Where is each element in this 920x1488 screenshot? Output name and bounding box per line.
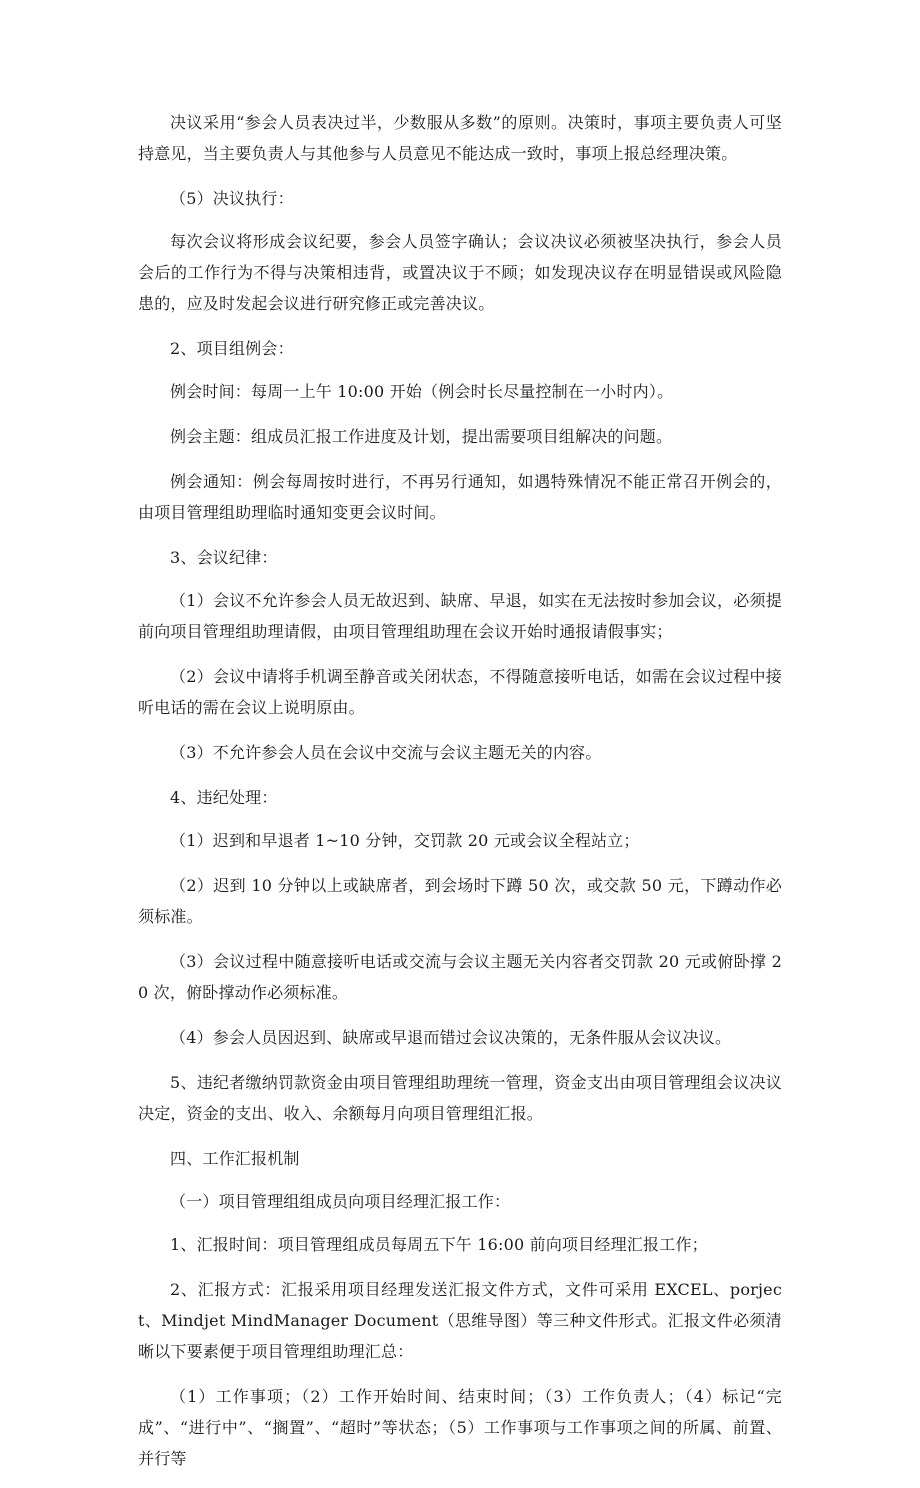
paragraph-fine-management: 5、违纪者缴纳罚款资金由项目管理组助理统一管理，资金支出由项目管理组会议决议决定，资金的支出、收入、余额每月向项目管理组汇报。 — [138, 1073, 782, 1123]
paragraph-discipline-2: （2）会议中请将手机调至静音或关闭状态，不得随意接听电话，如需在会议过程中接听电话的需在会议上说明原由。 — [138, 667, 782, 717]
paragraph-violation-1: （1）迟到和早退者 1~10 分钟，交罚款 20 元或会议全程站立； — [170, 831, 640, 850]
paragraph-report-method: 2、汇报方式：汇报采用项目经理发送汇报文件方式，文件可采用 EXCEL、porject、Mindjet MindManager Document（思维导图）等三种文件形式。汇报文件必须清晰以下要素便于项目管理组助理汇总： — [138, 1280, 782, 1361]
paragraph-discipline-3: （3）不允许参会人员在会议中交流与会议主题无关的内容。 — [170, 743, 602, 762]
heading-resolution-execution: （5）决议执行： — [170, 189, 294, 208]
paragraph-meeting-minutes: 每次会议将形成会议纪要，参会人员签字确认；会议决议必须被坚决执行，参会人员会后的工作行为不得与决策相违背，或置决议于不顾；如发现决议存在明显错误或风险隐患的，应及时发起会议进行研究修正或完善决议。 — [138, 232, 782, 313]
paragraph-violation-3: （3）会议过程中随意接听电话或交流与会议主题无关内容者交罚款 20 元或俯卧撑 20 次，俯卧撑动作必须标准。 — [138, 952, 782, 1002]
paragraph-meeting-topic: 例会主题：组成员汇报工作进度及计划，提出需要项目组解决的问题。 — [170, 427, 673, 446]
paragraph-meeting-time: 例会时间：每周一上午 10:00 开始（例会时长尽量控制在一小时内）。 — [170, 382, 674, 401]
paragraph-meeting-notice: 例会通知：例会每周按时进行，不再另行通知，如遇特殊情况不能正常召开例会的，由项目管理组助理临时通知变更会议时间。 — [138, 472, 782, 522]
heading-project-weekly-meeting: 2、项目组例会： — [170, 339, 294, 358]
heading-violation-handling: 4、违纪处理： — [170, 788, 278, 807]
document-body — [138, 107, 782, 1488]
paragraph-violation-2: （2）迟到 10 分钟以上或缺席者，到会场时下蹲 50 次，或交款 50 元，下蹲动作必须标准。 — [138, 876, 782, 926]
paragraph-discipline-1: （1）会议不允许参会人员无故迟到、缺席、早退，如实在无法按时参加会议，必须提前向项目管理组助理请假，由项目管理组助理在会议开始时通报请假事实； — [138, 591, 782, 641]
paragraph-resolution-principle: 决议采用“参会人员表决过半，少数服从多数”的原则。决策时，事项主要负责人可坚持意见，当主要负责人与其他参与人员意见不能达成一致时，事项上报总经理决策。 — [138, 113, 782, 163]
paragraph-violation-4: （4）参会人员因迟到、缺席或早退而错过会议决策的，无条件服从会议决议。 — [170, 1028, 732, 1047]
paragraph-report-time: 1、汇报时间：项目管理组成员每周五下午 16:00 前向项目经理汇报工作； — [170, 1235, 708, 1254]
paragraph-report-elements: （1）工作事项；（2）工作开始时间、结束时间；（3）工作负责人；（4）标记“完成”、“进行中”、“搁置”、“超时”等状态；（5）工作事项与工作事项之间的所属、前置、并行等 — [138, 1387, 782, 1468]
heading-report-to-project-manager: （一）项目管理组组成员向项目经理汇报工作： — [170, 1192, 511, 1211]
heading-work-report-mechanism: 四、工作汇报机制 — [170, 1149, 300, 1168]
heading-meeting-discipline: 3、会议纪律： — [170, 548, 278, 567]
